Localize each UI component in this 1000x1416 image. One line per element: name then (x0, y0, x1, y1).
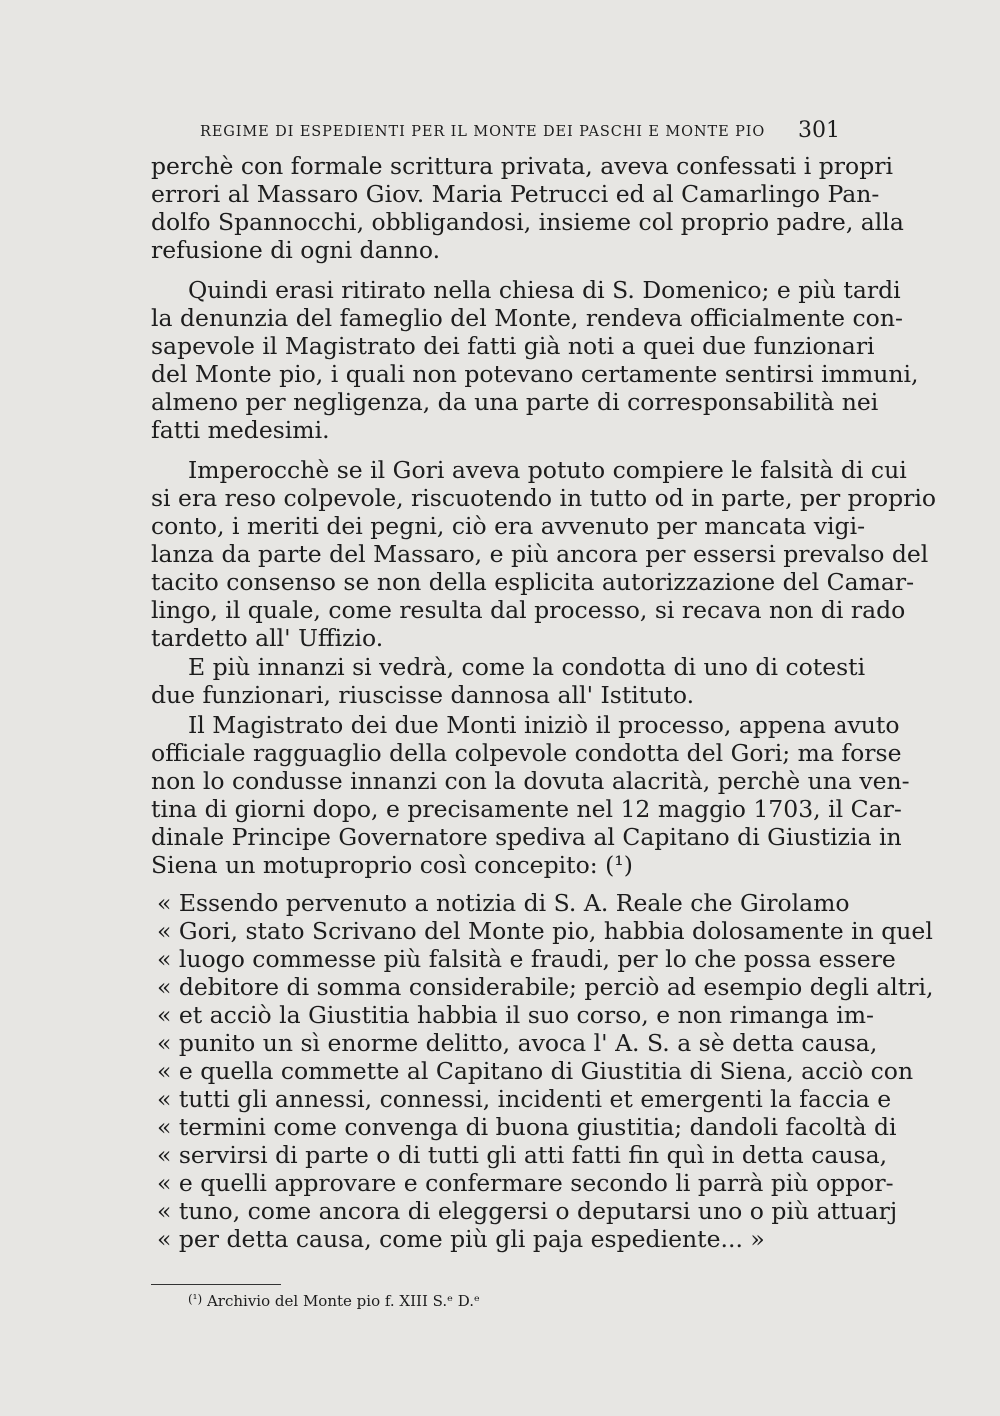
text-line: errori al Massaro Giov. Maria Petrucci ed al Camarlingo Pan- (151, 180, 880, 208)
text-line: « luogo commesse più falsità e fraudi, per lo che possa essere (157, 945, 896, 973)
text-line: lanza da parte del Massaro, e più ancora per essersi prevalso del (151, 540, 929, 568)
text-line: « termini come convenga di buona giustitia; dandoli facoltà di (157, 1113, 897, 1141)
text-line: dinale Principe Governatore spediva al Capitano di Giustizia in (151, 823, 902, 851)
text-line: almeno per negligenza, da una parte di corresponsabilità nei (151, 388, 879, 416)
text-line: Quindi erasi ritirato nella chiesa di S. Domenico; e più tardi (188, 276, 901, 304)
text-line: « servirsi di parte o di tutti gli atti fatti fin quì in detta causa, (157, 1141, 888, 1169)
text-line: tardetto all' Uffizio. (151, 624, 384, 652)
footnote-text: Archivio del Monte pio f. XIII S.ᵉ D.ᵉ (206, 1292, 480, 1310)
text-line: due funzionari, riuscisse dannosa all' Istituto. (151, 681, 695, 709)
text-line: del Monte pio, i quali non potevano certamente sentirsi immuni, (151, 360, 919, 388)
text-line: « Essendo pervenuto a notizia di S. A. Reale che Girolamo (157, 889, 850, 917)
text-line: « tuno, come ancora di eleggersi o deputarsi uno o più attuarj (157, 1197, 898, 1225)
text-line: « Gori, stato Scrivano del Monte pio, habbia dolosamente in quel (157, 917, 933, 945)
text-line: « debitore di somma considerabile; perciò ad esempio degli altri, (157, 973, 934, 1001)
text-line: Il Magistrato dei due Monti iniziò il processo, appena avuto (188, 711, 900, 739)
footnote-marker: (¹) (188, 1292, 203, 1306)
text-line: « e quelli approvare e confermare secondo li parrà più oppor- (157, 1169, 894, 1197)
text-line: « e quella commette al Capitano di Giustitia di Siena, acciò con (157, 1057, 914, 1085)
text-line: Imperocchè se il Gori aveva potuto compiere le falsità di cui (188, 456, 907, 484)
text-line: Siena un motuproprio così concepito: (¹) (151, 851, 633, 879)
text-line: fatti medesimi. (151, 416, 330, 444)
text-line: tacito consenso se non della esplicita autorizzazione del Camar- (151, 568, 915, 596)
text-line: « punito un sì enorme delitto, avoca l' A. S. a sè detta causa, (157, 1029, 878, 1057)
text-line: la denunzia del fameglio del Monte, rendeva officialmente con- (151, 304, 903, 332)
text-line: lingo, il quale, come resulta dal processo, si recava non di rado (151, 596, 906, 624)
text-line: non lo condusse innanzi con la dovuta alacrità, perchè una ven- (151, 767, 910, 795)
text-line: refusione di ogni danno. (151, 236, 441, 264)
text-line: sapevole il Magistrato dei fatti già noti a quei due funzionari (151, 332, 875, 360)
running-title: REGIME DI ESPEDIENTI PER IL MONTE DEI PASCHI E MONTE PIO (200, 124, 766, 140)
text-line: perchè con formale scrittura privata, aveva confessati i propri (151, 152, 893, 180)
text-line: tina di giorni dopo, e precisamente nel 12 maggio 1703, il Car- (151, 795, 902, 823)
text-line: dolfo Spannocchi, obbligandosi, insieme col proprio padre, alla (151, 208, 904, 236)
text-line: E più innanzi si vedrà, come la condotta di uno di cotesti (188, 653, 866, 681)
text-line: « per detta causa, come più gli paja espediente... » (157, 1225, 765, 1253)
text-line: officiale ragguaglio della colpevole condotta del Gori; ma forse (151, 739, 902, 767)
running-header (200, 118, 840, 143)
text-line: « tutti gli annessi, connessi, incidenti et emergenti la faccia e (157, 1085, 892, 1113)
footnote-rule (151, 1284, 281, 1285)
text-line: « et acciò la Giustitia habbia il suo corso, e non rimanga im- (157, 1001, 874, 1029)
text-line: si era reso colpevole, riscuotendo in tutto od in parte, per proprio (151, 484, 937, 512)
text-line: conto, i meriti dei pegni, ciò era avvenuto per mancata vigi- (151, 512, 866, 540)
footnote (188, 1292, 480, 1310)
page-number: 301 (798, 118, 840, 143)
